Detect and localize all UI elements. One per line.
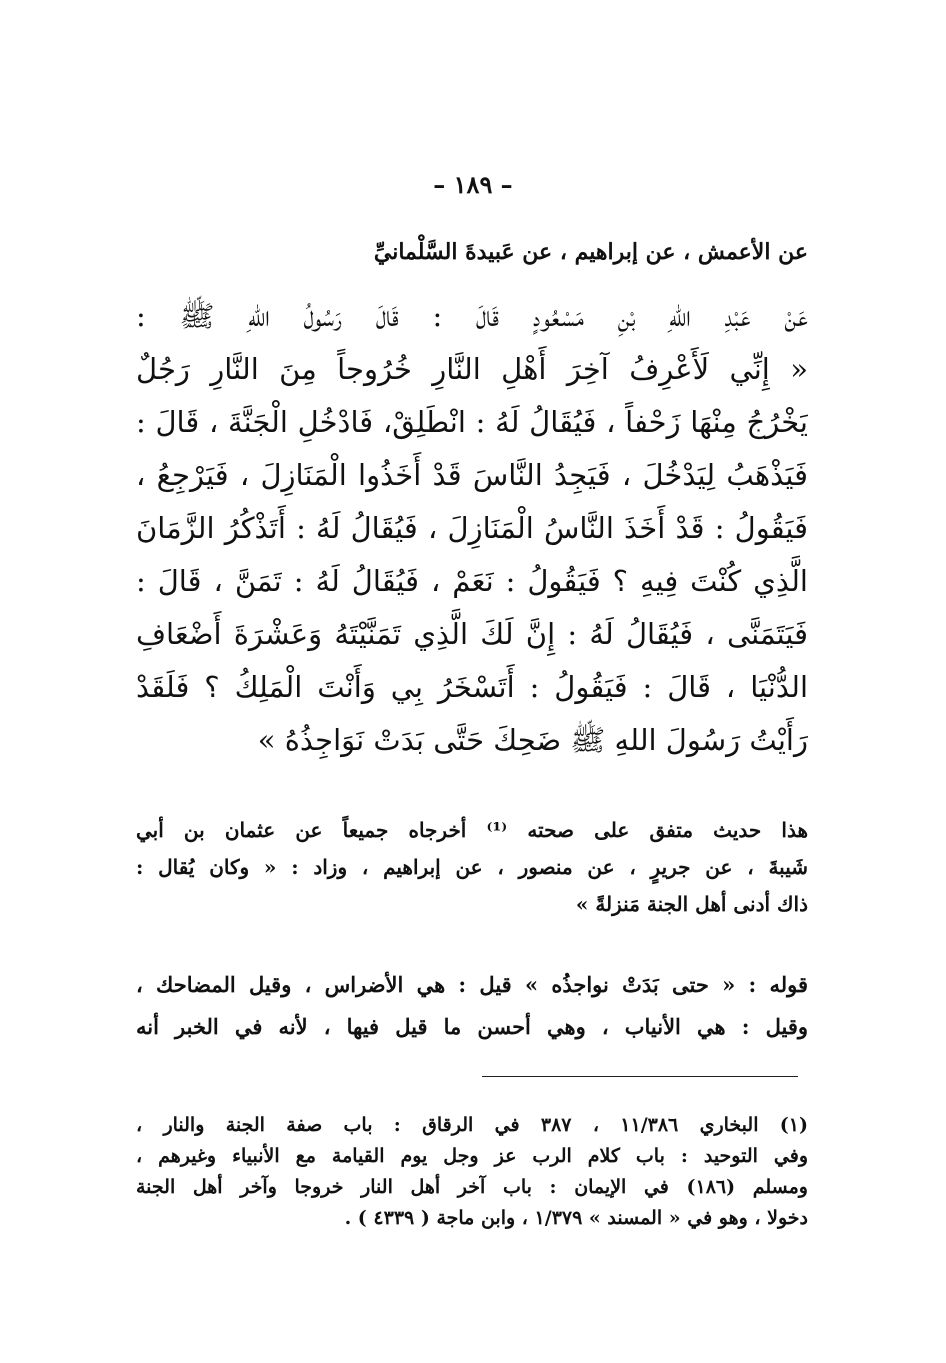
authentication-note [136,812,808,923]
word-gloss [136,964,808,1048]
hadith-line: الدُّنْيَا ، قَالَ : فَيَقُولُ : أَتَسْخَرُ بِي وَأَنْتَ الْمَلِكُ ؟ فَلَقَدْ [136,670,808,704]
hadith-line: يَخْرُجُ مِنْهَا زَحْفاً ، فَيُقَالُ لَهُ : انْطَلِقْ، فَادْخُلِ الْجَنَّةَ ، قَالَ : [136,405,808,439]
commentary-line: هذا حديث متفق على صحته ⁽¹⁾ أخرجاه جميعاً عن عثمان بن أبي [136,818,808,842]
footnote-line: (١) البخاري ١١/٣٨٦ ، ٣٨٧ في الرقاق : باب صفة الجنة والنار ، [136,1114,808,1136]
hadith-line: فَيَذْهَبُ لِيَدْخُلَ ، فَيَجِدُ النَّاسَ قَدْ أَخَذُوا الْمَنَازِلَ ، فَيَرْجِعُ ، [136,458,808,492]
isnad-line: عن الأعمش ، عن إبراهيم ، عن عَبيدةَ السَّلْمانيِّ [373,239,808,265]
footnote-line: ومسلم (١٨٦) في الإيمان : باب آخر أهل النار خروجا وآخر أهل الجنة [136,1176,808,1198]
hadith-text [136,290,808,767]
hadith-line: الَّذِي كُنْتَ فِيهِ ؟ فَيَقُولُ : نَعَمْ ، فَيُقَالُ لَهُ : تَمَنَّ ، قَالَ : [136,564,808,598]
footnote [136,1110,808,1234]
footnote-line: وفي التوحيد : باب كلام الرب عز وجل يوم القيامة مع الأنبياء وغيرهم ، [136,1145,808,1167]
hadith-line: رَأَيْتُ رَسُولَ اللهِ ﷺ ضَحِكَ حَتَّى بَدَتْ نَوَاجِذُهُ » [257,723,808,757]
hadith-line: فَيَتَمَنَّى ، فَيُقَالُ لَهُ : إِنَّ لَكَ الَّذِي تَمَنَّيْتَهُ وَعَشْرَةَ أَضْعَافِ [136,617,808,651]
hadith-line: « إِنِّي لَأَعْرِفُ آخِرَ أَهْلِ النَّارِ خُرُوجاً مِنَ النَّارِ رَجُلٌ [136,352,808,386]
page-number: – ١٨٩ – [433,170,513,199]
gloss-line: قوله : « حتى بَدَتْ نواجذُه » قيل : هي الأضراس ، وقيل المضاحك ، [136,972,808,997]
gloss-line: وقيل : هي الأنياب ، وهي أحسن ما قيل فيها ، لأنه في الخبر أنه [136,1014,808,1039]
hadith-line: عَنْ عَبْدِ اللهِ بْنِ مَسْعُودٍ قَالَ : قَالَ رَسُولُ اللهِ ﷺ : [136,299,808,333]
footnote-divider [482,1076,798,1077]
commentary-line: ذاك أدنى أهل الجنة مَنزلةً » [575,892,808,916]
hadith-line: فَيَقُولُ : قَدْ أَخَذَ النَّاسُ الْمَنَازِلَ ، فَيُقَالُ لَهُ : أَتَذْكُرُ الزَّمَانَ [136,511,808,545]
isnad-chain [136,232,808,272]
footnote-line: دخولا ، وهو في « المسند » ١/٣٧٩ ، وابن ماجة ( ٤٣٣٩ ) . [344,1207,808,1229]
commentary-line: شَيبةَ ، عن جريرٍ ، عن منصور ، عن إبراهيم ، وزاد : « وكان يُقال : [136,855,808,879]
